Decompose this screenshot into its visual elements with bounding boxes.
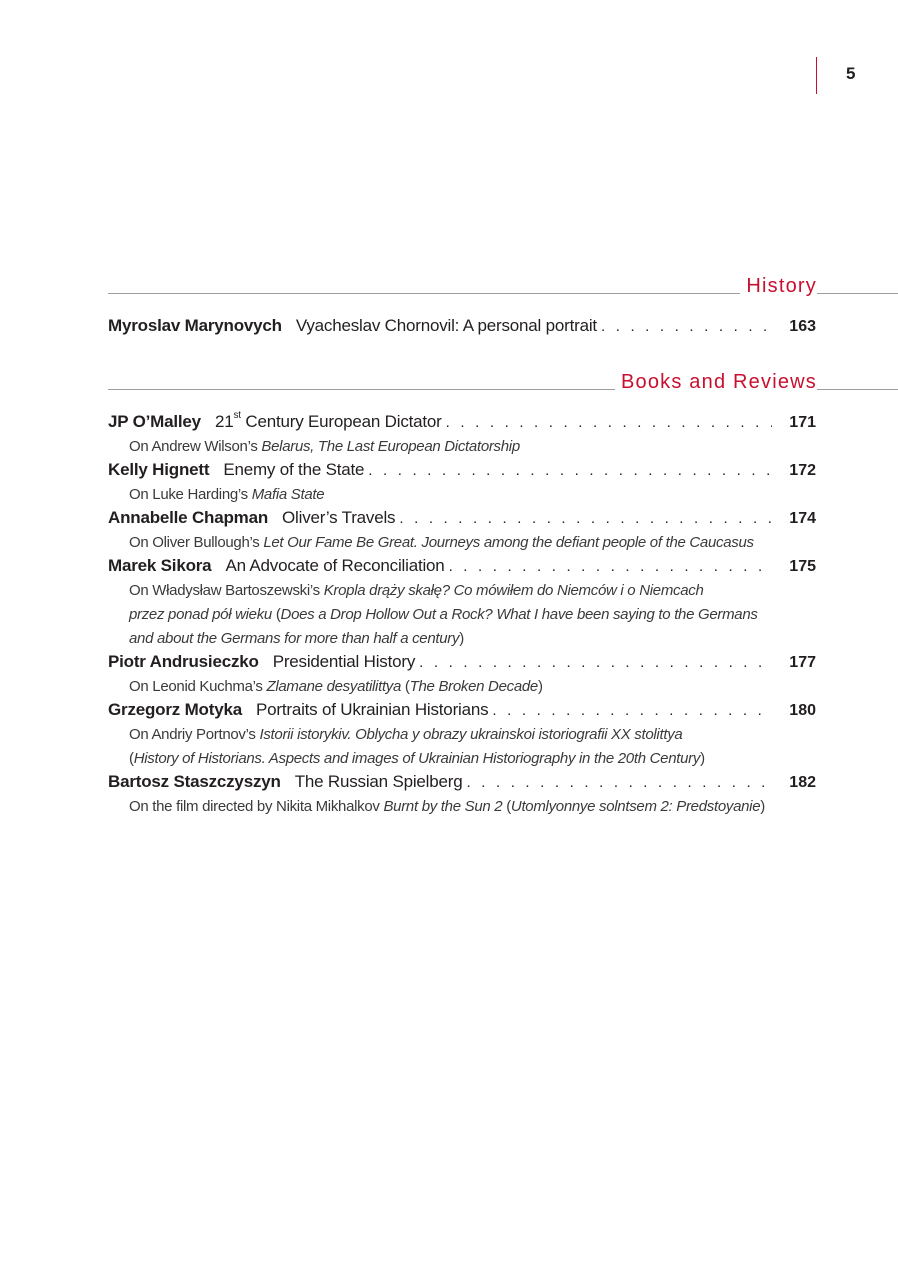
toc-entry[interactable] [108, 412, 816, 436]
page-number: 5 [846, 64, 856, 83]
entry-author: Marek Sikora [108, 556, 212, 575]
entry-title: Portraits of Ukrainian Historians [255, 700, 489, 719]
entry-author: Kelly Hignett [108, 460, 210, 479]
entry-subtitle: przez ponad pół wieku (Does a Drop Hollow Out a Rock? What I have been saying to the Germans [129, 606, 758, 623]
dot-leader [368, 462, 772, 479]
section-header-history [108, 276, 898, 296]
section-header-books-and-reviews [108, 372, 898, 392]
entry-page: 172 [789, 462, 816, 479]
entry-title: The Russian Spielberg [294, 772, 463, 791]
entry-subtitle: On Oliver Bullough’s Let Our Fame Be Great. Journeys among the defiant people of the Caucasus [129, 534, 754, 551]
entry-author: Bartosz Staszczyszyn [108, 772, 281, 791]
page-number-rule [816, 57, 817, 94]
entry-subtitle: and about the Germans for more than half a century) [129, 630, 464, 647]
entry-subtitle: On Luke Harding’s Mafia State [129, 486, 325, 503]
entry-author: Myroslav Marynovych [108, 316, 282, 335]
entry-title: Enemy of the State [223, 460, 365, 479]
entry-author: JP O’Malley [108, 412, 201, 431]
entry-subtitle: On Władysław Bartoszewski’s Kropla drąży skałę? Co mówiłem do Niemców i o Niemcach [129, 582, 704, 599]
entry-author: Annabelle Chapman [108, 508, 269, 527]
entry-page: 175 [789, 558, 816, 575]
entry-page: 171 [789, 414, 816, 431]
dot-leader [492, 702, 772, 719]
entry-subtitle: (History of Historians. Aspects and images of Ukrainian Historiography in the 20th Century) [129, 750, 705, 767]
entry-page: 177 [789, 654, 816, 671]
entry-page: 174 [789, 510, 816, 527]
section-title: Books and Reviews [615, 372, 817, 392]
entry-author: Grzegorz Motyka [108, 700, 242, 719]
entry-subtitle: On the film directed by Nikita Mikhalkov Burnt by the Sun 2 (Utomlyonnye solntsem 2: Predstoyanie) [129, 798, 765, 815]
entry-title: Vyacheslav Chornovil: A personal portrait [295, 316, 597, 335]
dot-leader [601, 318, 772, 335]
dot-leader [466, 774, 772, 791]
dot-leader [419, 654, 772, 671]
dot-leader [399, 510, 772, 527]
entry-author: Piotr Andrusieczko [108, 652, 259, 671]
toc-entry[interactable] [108, 460, 816, 484]
entry-title: An Advocate of Reconciliation [225, 556, 445, 575]
dot-leader [449, 558, 772, 575]
dot-leader [446, 414, 772, 431]
entry-title: Presidential History [272, 652, 416, 671]
entry-page: 163 [789, 318, 816, 335]
entry-subtitle: On Andriy Portnov’s Istorii istorykiv. Oblycha y obrazy ukrainskoi istoriografii XX stolittya [129, 726, 683, 743]
section-title: History [740, 276, 817, 296]
entry-title: 21st Century European Dictator [214, 410, 442, 431]
toc-entry[interactable] [108, 652, 816, 676]
entry-page: 180 [789, 702, 816, 719]
toc-entry[interactable] [108, 508, 816, 532]
toc-entry[interactable] [108, 772, 816, 796]
entry-page: 182 [789, 774, 816, 791]
entry-title: Oliver’s Travels [282, 508, 396, 527]
entry-subtitle: On Leonid Kuchma’s Zlamane desyatilittya (The Broken Decade) [129, 678, 543, 695]
toc-entry[interactable] [108, 700, 816, 724]
toc-entry[interactable] [108, 316, 816, 340]
entry-subtitle: On Andrew Wilson’s Belarus, The Last European Dictatorship [129, 438, 520, 455]
toc-entry[interactable] [108, 556, 816, 580]
